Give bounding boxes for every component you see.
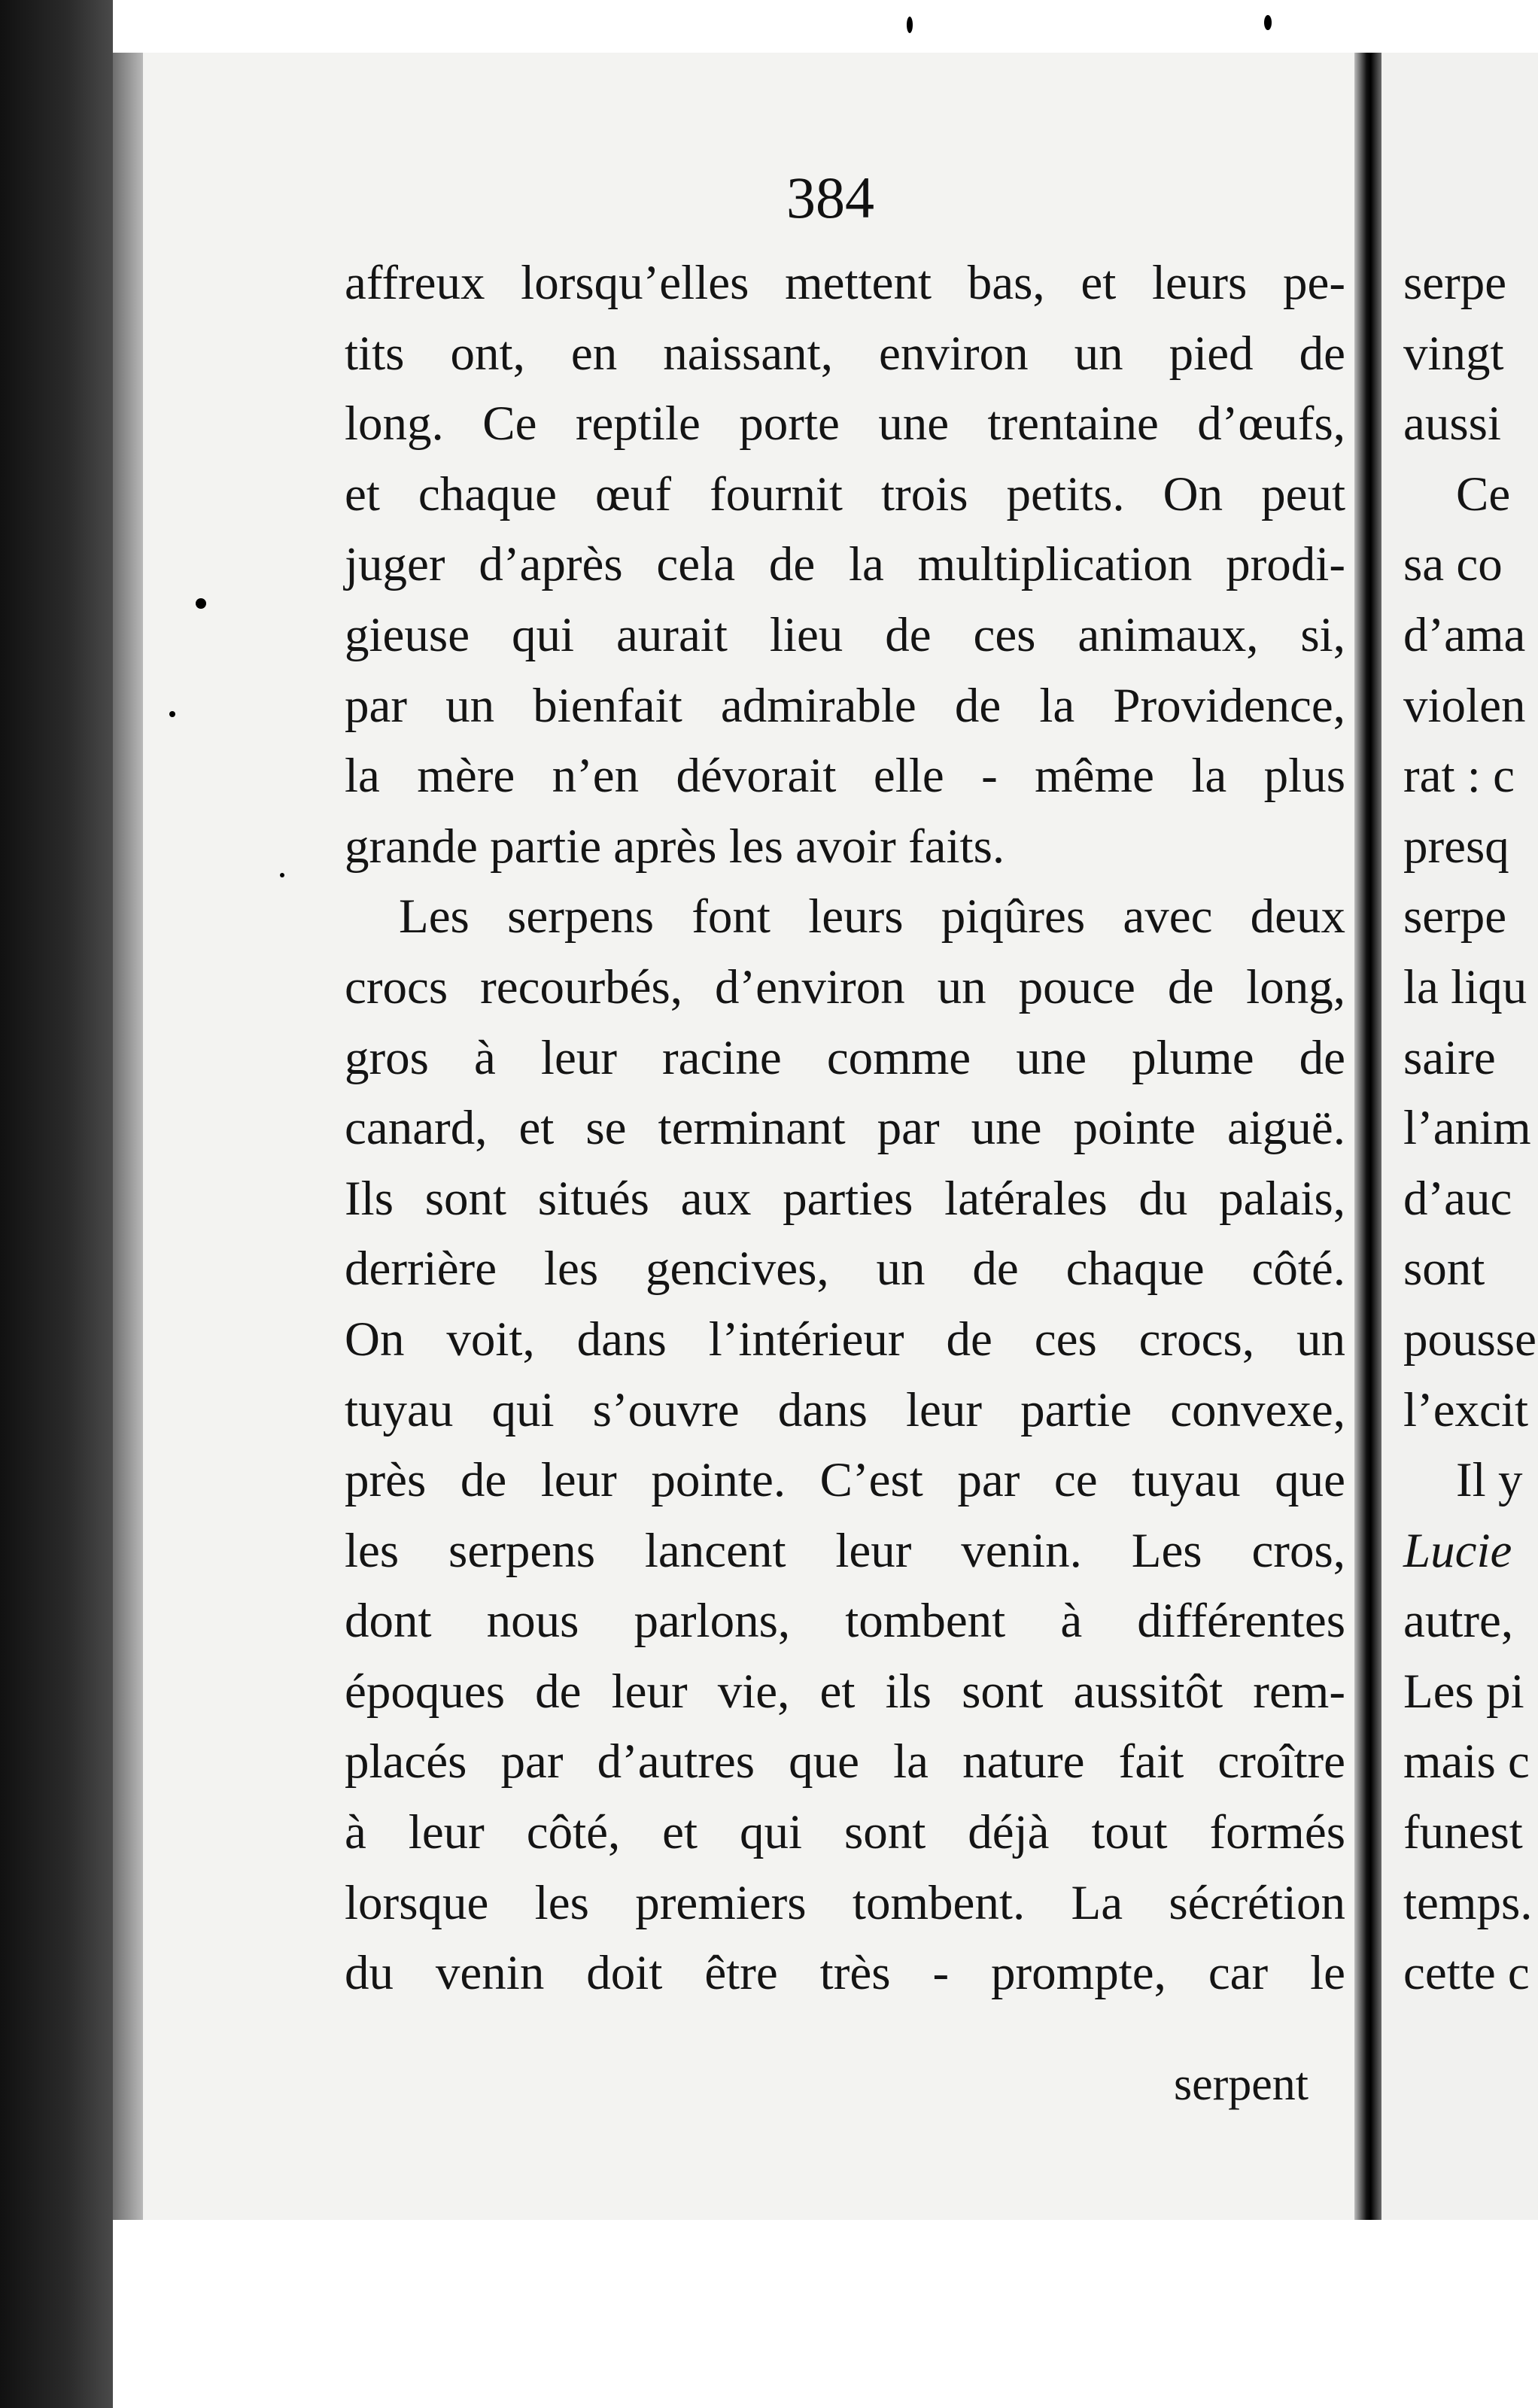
text-line: époques de leur vie, et ils sont aussitôt rem- [345, 1664, 1345, 1719]
next-page-line: Les pi [1403, 1664, 1524, 1719]
next-page-line: l’excit [1403, 1382, 1529, 1437]
text-line: gieuse qui aurait lieu de ces animaux, si, [345, 607, 1345, 662]
next-page-line: vingt [1403, 326, 1504, 381]
text-line: à leur côté, et qui sont déjà tout formés [345, 1805, 1345, 1860]
ink-speck [169, 711, 175, 717]
text-line: la mère n’en dévorait elle - même la plus [345, 749, 1345, 804]
next-page-line: temps. [1403, 1875, 1533, 1930]
text-line: tits ont, en naissant, environ un pied de [345, 326, 1345, 381]
next-page-line: l’anim [1403, 1101, 1531, 1156]
text-line: par un bienfait admirable de la Providence, [345, 678, 1345, 733]
next-page-line: aussi [1403, 397, 1501, 451]
next-page-line: autre, [1403, 1594, 1514, 1649]
next-page-line: d’ama [1403, 607, 1526, 662]
page-gutter [1354, 53, 1381, 2220]
next-page-line: saire [1403, 1030, 1496, 1085]
text-line: placés par d’autres que la nature fait croître [345, 1735, 1345, 1789]
paragraph-start-line: Les serpens font leurs piqûres avec deux [399, 889, 1345, 944]
text-line: près de leur pointe. C’est par ce tuyau que [345, 1453, 1345, 1508]
text-line: dont nous parlons, tombent à différentes [345, 1594, 1345, 1649]
text-line: les serpens lancent leur venin. Les cros, [345, 1523, 1345, 1578]
paragraph-end-line: grande partie après les avoir faits. [345, 819, 1005, 874]
ink-speck [1264, 15, 1272, 30]
next-page-line: violen [1403, 678, 1526, 733]
text-line: derrière les gencives, un de chaque côté. [345, 1242, 1345, 1297]
page-edge-shadow [113, 53, 143, 2220]
text-line: crocs recourbés, d’environ un pouce de long, [345, 959, 1345, 1014]
text-line: long. Ce reptile porte une trentaine d’œufs, [345, 397, 1345, 451]
next-page-line: sa co [1403, 537, 1503, 592]
top-margin [113, 0, 1538, 53]
next-page-line: d’auc [1403, 1171, 1512, 1226]
next-page-line: funest [1403, 1805, 1523, 1860]
catchword: serpent [1174, 2059, 1309, 2110]
body-text [345, 248, 1345, 2009]
ink-speck [280, 873, 284, 877]
bottom-margin [113, 2220, 1538, 2408]
text-line: juger d’après cela de la multiplication prodi- [345, 537, 1345, 592]
next-page-line: presq [1403, 819, 1509, 874]
text-line: lorsque les premiers tombent. La sécrétion [345, 1875, 1345, 1930]
text-line: Ils sont situés aux parties latérales du palais, [345, 1171, 1345, 1226]
next-page-line: rat : c [1403, 749, 1515, 804]
next-page-line: serpe [1403, 256, 1507, 310]
book-binding [0, 0, 113, 2408]
next-page-line: la liqu [1403, 959, 1527, 1014]
next-page-line: pousse [1403, 1312, 1536, 1367]
text-line: affreux lorsqu’elles mettent bas, et leurs pe- [345, 256, 1345, 310]
next-page-line: Lucie [1403, 1523, 1512, 1578]
text-line: du venin doit être très - prompte, car le [345, 1946, 1345, 2001]
text-line: canard, et se terminant par une pointe aiguë. [345, 1101, 1345, 1156]
text-line: tuyau qui s’ouvre dans leur partie convexe, [345, 1382, 1345, 1437]
next-page-line: mais c [1403, 1735, 1530, 1789]
next-page-line: serpe [1403, 889, 1507, 944]
text-line: et chaque œuf fournit trois petits. On peut [345, 467, 1345, 521]
next-page-line: Ce [1456, 467, 1511, 521]
next-page-line: cette c [1403, 1946, 1530, 2001]
text-line: gros à leur racine comme une plume de [345, 1030, 1345, 1085]
page-number: 384 [786, 165, 874, 230]
text-line: On voit, dans l’intérieur de ces crocs, un [345, 1312, 1345, 1367]
next-page-line: sont [1403, 1242, 1485, 1297]
next-page-text [1403, 248, 1536, 2009]
ink-speck [196, 598, 206, 609]
ink-speck [907, 17, 913, 33]
next-page-line: Il y [1456, 1453, 1523, 1508]
